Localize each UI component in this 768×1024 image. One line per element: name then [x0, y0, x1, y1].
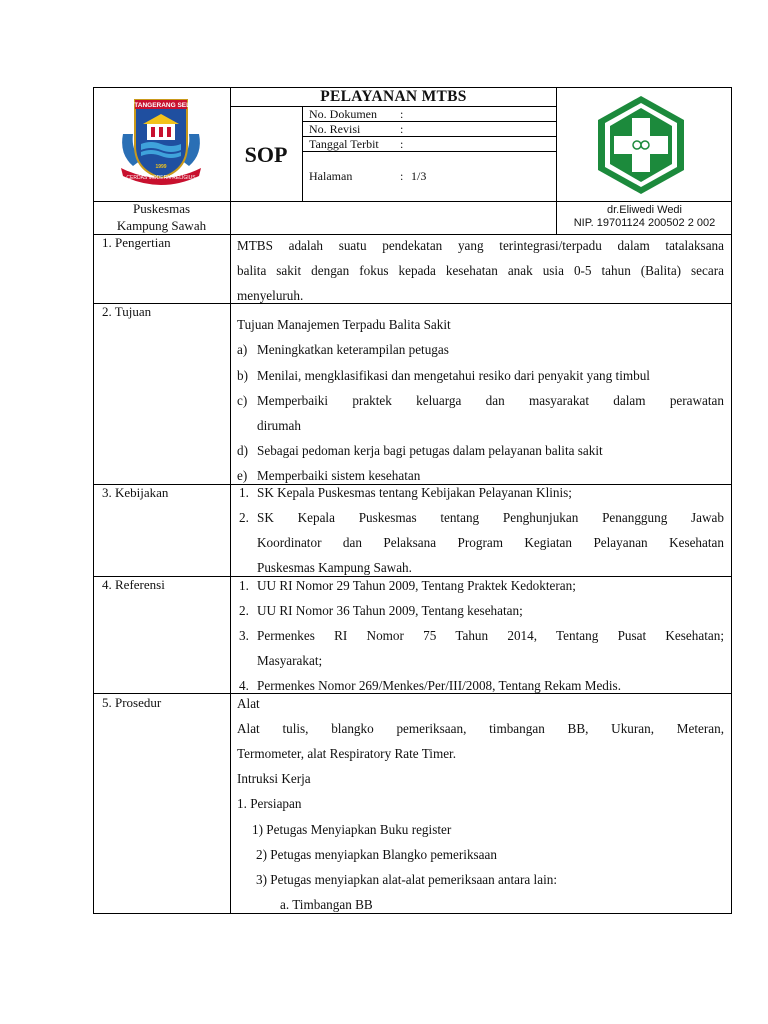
prosedur-persiapan: 1. Persiapan — [237, 796, 302, 811]
tujuan-intro: Tujuan Manajemen Terpadu Balita Sakit — [237, 317, 451, 332]
prosedur-step-2: 2) Petugas menyiapkan Blangko pemeriksaan — [256, 847, 497, 862]
org-name-line1: Puskesmas — [132, 201, 191, 216]
referensi-item-1: UU RI Nomor 29 Tahun 2009, Tentang Praktek Kedokteran; — [257, 578, 576, 593]
pengertian-line-2: balita sakit dengan fokus kepada kesehatan anak usia 0-5 tahun (Balita) secara — [237, 263, 724, 278]
tujuan-item-a: Meningkatkan keterampilan petugas — [257, 342, 449, 357]
section-label-prosedur: 5. Prosedur — [102, 695, 162, 710]
tujuan-marker-d: d) — [237, 443, 248, 458]
tujuan-item-d: Sebagai pedoman kerja bagi petugas dalam pelayanan balita sakit — [257, 443, 603, 458]
field-line-3 — [302, 151, 557, 152]
field-sep-no-revisi: : — [400, 122, 404, 136]
referensi-item-3: Permenkes RI Nomor 75 Tahun 2014, Tentang Pusat Kesehatan; — [257, 628, 724, 643]
referensi-item-4: Permenkes Nomor 269/Menkes/Per/III/2008, Tentang Rekam Medis. — [257, 678, 621, 693]
referensi-marker-4: 4. — [239, 678, 249, 693]
puskesmas-logo — [593, 93, 689, 197]
signer-nip: NIP. 19701124 200502 2 002 — [573, 217, 716, 229]
section-line-1 — [93, 303, 732, 304]
document-title: PELAYANAN MTBS — [320, 88, 467, 105]
table-border-bottom — [93, 913, 732, 914]
field-label-tanggal-terbit: Tanggal Terbit — [309, 137, 379, 151]
prosedur-alat-heading: Alat — [237, 696, 260, 711]
field-sep-halaman: : — [400, 169, 404, 183]
tujuan-item-c: Memperbaiki praktek keluarga dan masyarakat dalam perawatan — [257, 393, 724, 408]
referensi-marker-1: 1. — [239, 578, 249, 593]
org-name-line2: Kampung Sawah — [116, 218, 207, 233]
section-label-referensi: 4. Referensi — [102, 577, 165, 592]
kebijakan-marker-2: 2. — [239, 510, 249, 525]
referensi-marker-3: 3. — [239, 628, 249, 643]
label-column-divider — [230, 87, 231, 914]
prosedur-sub-a: a. Timbangan BB — [280, 897, 373, 912]
kebijakan-marker-1: 1. — [239, 485, 249, 500]
prosedur-instruksi-heading: Intruksi Kerja — [237, 771, 311, 786]
field-sep-no-dokumen: : — [400, 107, 404, 121]
kebijakan-item-2-cont: Koordinator dan Pelaksana Program Kegiatan Pelayanan Kesehatan — [257, 535, 724, 550]
title-underline — [230, 106, 557, 107]
tujuan-item-b: Menilai, mengklasifikasi dan mengetahui resiko dari penyakit yang timbul — [257, 368, 650, 383]
tujuan-item-e: Memperbaiki sistem kesehatan — [257, 468, 421, 483]
signer-name: dr.Eliwedi Wedi — [607, 204, 682, 216]
referensi-item-2: UU RI Nomor 36 Tahun 2009, Tentang kesehatan; — [257, 603, 523, 618]
pengertian-line-3: menyeluruh. — [237, 288, 304, 303]
referensi-marker-2: 2. — [239, 603, 249, 618]
sop-document — [93, 87, 732, 914]
crest-ribbon-text: CERDAS MODERN RELIGIUS — [126, 175, 196, 181]
referensi-item-3-cont: Masyarakat; — [257, 653, 323, 668]
field-label-halaman: Halaman — [309, 169, 353, 183]
tujuan-marker-b: b) — [237, 368, 248, 383]
section-label-pengertian: 1. Pengertian — [102, 235, 171, 250]
tujuan-marker-c: c) — [237, 393, 248, 408]
crest-banner-text: KOTA TANGERANG SELATAN — [114, 102, 208, 109]
field-sep-tanggal-terbit: : — [400, 137, 404, 151]
sop-label: SOP — [244, 142, 288, 167]
tujuan-item-c-cont: dirumah — [257, 418, 301, 433]
kebijakan-item-2: SK Kepala Puskesmas tentang Penghunjukan Penanggung Jawab — [257, 510, 724, 525]
city-crest-logo — [113, 94, 209, 190]
prosedur-alat-line-2: Termometer, alat Respiratory Rate Timer. — [237, 746, 457, 761]
kebijakan-item-2-cont2: Puskesmas Kampung Sawah. — [257, 560, 412, 575]
field-value-halaman: 1/3 — [411, 169, 427, 183]
prosedur-step-1: 1) Petugas Menyiapkan Buku register — [252, 822, 452, 837]
crest-year-text: 1999 — [155, 164, 167, 170]
kebijakan-item-1: SK Kepala Puskesmas tentang Kebijakan Pelayanan Klinis; — [257, 485, 572, 500]
section-label-kebijakan: 3. Kebijakan — [102, 485, 169, 500]
prosedur-step-3: 3) Petugas menyiapkan alat-alat pemeriksaan antara lain: — [256, 872, 557, 887]
section-label-tujuan: 2. Tujuan — [102, 304, 152, 319]
pengertian-line-1: MTBS adalah suatu pendekatan yang terintegrasi/terpadu dalam tatalaksana — [237, 238, 724, 253]
field-label-no-revisi: No. Revisi — [309, 122, 361, 136]
tujuan-marker-a: a) — [237, 342, 248, 357]
field-label-no-dokumen: No. Dokumen — [309, 107, 377, 121]
prosedur-alat-line-1: Alat tulis, blangko pemeriksaan, timbangan BB, Ukuran, Meteran, — [237, 721, 724, 736]
tujuan-marker-e: e) — [237, 468, 248, 483]
